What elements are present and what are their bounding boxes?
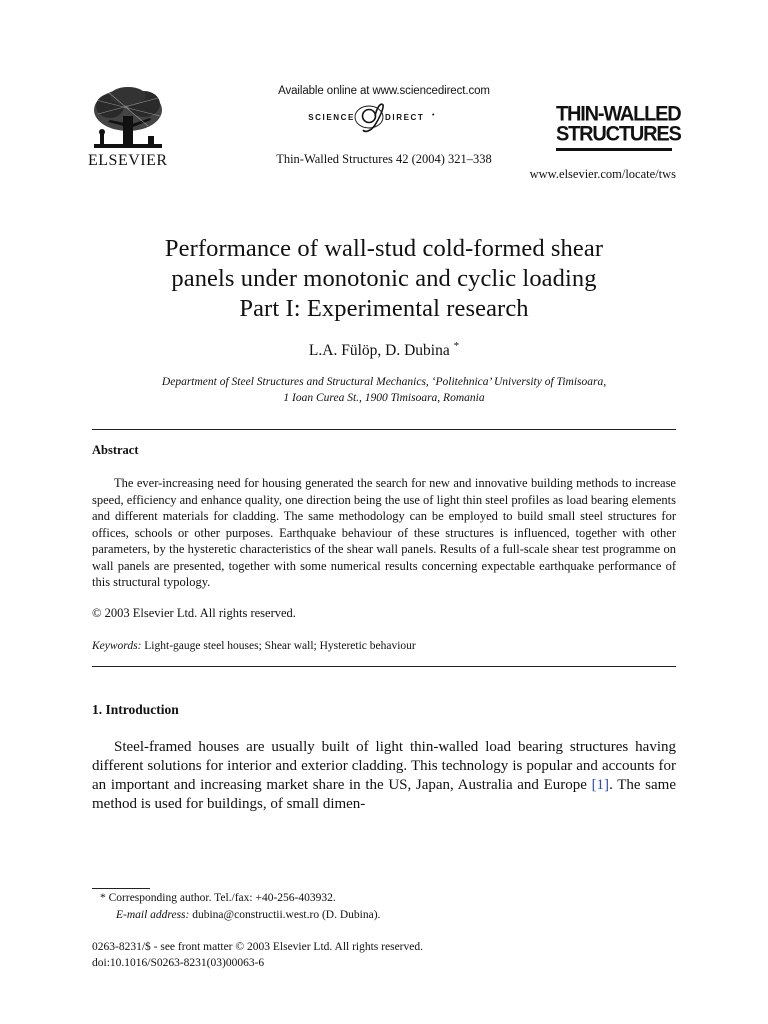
title-line-1: Performance of wall-stud cold-formed shear — [164, 235, 604, 262]
keywords — [92, 640, 416, 652]
journal-homepage-link[interactable]: www.elsevier.com/locate/tws — [529, 167, 676, 181]
title-line-3: Part I: Experimental research — [239, 295, 529, 322]
sd-left-text: SCIENCE — [308, 113, 355, 122]
abstract-top-rule — [92, 429, 676, 430]
citation-link[interactable]: [1] — [591, 777, 610, 793]
affiliation-line-2: 1 Ioan Curea St., 1900 Timisoara, Romania — [283, 392, 485, 404]
author-list — [0, 340, 768, 360]
sciencedirect-logo-icon — [285, 103, 485, 135]
footnote-corresponding — [100, 892, 336, 904]
email-address[interactable]: dubina@constructii.west.ro (D. Dubina). — [192, 909, 381, 921]
affiliation-line-1: Department of Steel Structures and Structural Mechanics, ‘Politehnica’ University of Timisoara, — [161, 376, 607, 388]
abstract-heading: Abstract — [92, 443, 139, 457]
keywords-label: Keywords: — [92, 640, 142, 652]
journal-title-line1: THIN-WALLED — [556, 102, 681, 126]
abstract-bottom-rule — [92, 666, 676, 667]
available-online-line: Available online at www.sciencedirect.com — [278, 85, 490, 97]
affiliation — [92, 374, 676, 406]
journal-reference: Thin-Walled Structures 42 (2004) 321–338 — [276, 152, 492, 166]
introduction-paragraph — [92, 738, 676, 814]
email-label: E-mail address: — [116, 909, 190, 921]
article-title — [92, 234, 676, 324]
footnote-rule — [92, 888, 150, 889]
publisher-name: ELSEVIER — [88, 152, 168, 169]
issn-line: 0263-8231/$ - see front matter © 2003 Elsevier Ltd. All rights reserved. — [92, 941, 423, 953]
intro-text-1: Steel-framed houses are usually built of light thin-walled load bearing structures having different solutions for interior and exterior cladding. This technology is popular and accounts for an important and increasing market share in the US, Japan, Australia and Europe — [92, 739, 676, 793]
footnote-mark: * — [100, 892, 106, 904]
section-heading-introduction: 1. Introduction — [92, 702, 179, 717]
journal-title-logo — [556, 104, 681, 151]
abstract-text: The ever-increasing need for housing generated the search for new and innovative building methods to increase speed, efficiency and enhance quality, one direction being the use of light thin steel profiles as load bearing elements and different materials for cladding. The same methodology can be employed to build small steel structures for offices, schools or other purposes. Earthquake behaviour of these structures is influenced, together with other parameters, by the hysteretic characteristics of the shear wall panels. Results of a full-scale shear test programme on wall panels are presented, together with some numerical results concerning expectable earthquake performance of this structural typology. — [92, 476, 676, 589]
journal-title-line2: STRUCTURES — [556, 122, 681, 146]
authors-text: L.A. Fülöp, D. Dubina — [308, 342, 450, 360]
doi-line[interactable]: doi:10.1016/S0263-8231(03)00063-6 — [92, 957, 265, 969]
intro-text-2: . The same method is used for buildings, of small dimen- — [92, 777, 676, 812]
abstract-copyright: © 2003 Elsevier Ltd. All rights reserved. — [92, 606, 296, 620]
corresponding-author-mark[interactable]: * — [453, 340, 460, 352]
sd-sup-text: • — [432, 112, 435, 119]
sd-right-text: DIRECT — [385, 113, 425, 122]
journal-title-underline — [556, 148, 672, 151]
footnote-email — [116, 909, 380, 921]
keywords-list: Light-gauge steel houses; Shear wall; Hysteretic behaviour — [144, 640, 416, 652]
abstract-body — [92, 475, 676, 591]
title-line-2: panels under monotonic and cyclic loading — [171, 265, 597, 292]
footnote-corresponding-text: Corresponding author. Tel./fax: +40-256-403932. — [108, 892, 336, 904]
